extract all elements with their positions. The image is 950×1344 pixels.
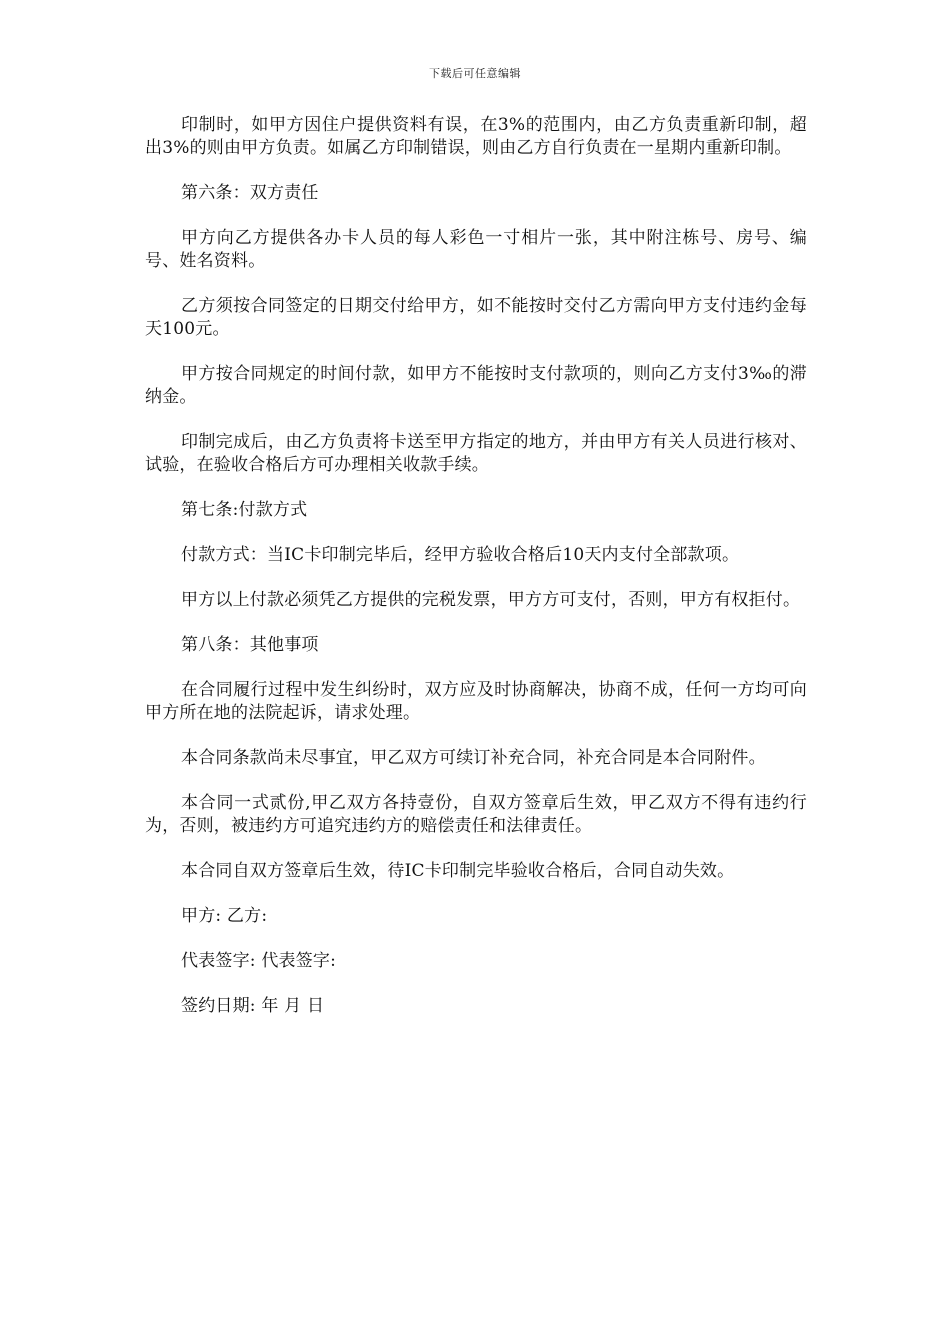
signature-parties: 甲方: 乙方: [181, 906, 268, 926]
paragraph-payment-method: 付款方式：当IC卡印制完毕后，经甲方验收合格后10天内支付全部款项。 [181, 545, 740, 565]
paragraph-photo-provision: 甲方向乙方提供各办卡人员的每人彩色一寸相片一张，其中附注栋号、房号、编号、姓名资料。 [145, 228, 807, 271]
paragraph-reprint-terms: 印制时，如甲方因住户提供资料有误，在3%的范围内，由乙方负责重新印制，超出3%的则由甲方负责。如属乙方印制错误，则由乙方自行负责在一星期内重新印制。 [145, 115, 807, 158]
paragraph-late-payment-fee: 甲方按合同规定的时间付款，如甲方不能按时支付款项的，则向乙方支付3‰的滞纳金。 [145, 364, 807, 407]
paragraph-supplementary-contract: 本合同条款尚未尽事宜，甲乙双方可续订补充合同，补充合同是本合同附件。 [181, 748, 766, 768]
page-header: 下载后可任意编辑 [429, 67, 521, 80]
paragraph-delivery-penalty: 乙方须按合同签定的日期交付给甲方，如不能按时交付乙方需向甲方支付违约金每天100元。 [145, 296, 807, 339]
paragraph-dispute-resolution: 在合同履行过程中发生纠纷时，双方应及时协商解决，协商不成，任何一方均可向甲方所在地的法院起诉，请求处理。 [145, 680, 807, 723]
paragraph-copies-effect: 本合同一式贰份,甲乙双方各持壹份，自双方签章后生效，甲乙双方不得有违约行为，否则，被违约方可追究违约方的赔偿责任和法律责任。 [145, 793, 807, 836]
section-heading-article-6: 第六条：双方责任 [181, 183, 319, 203]
section-heading-article-7: 第七条:付款方式 [181, 500, 308, 520]
paragraph-expiry: 本合同自双方签章后生效，待IC卡印制完毕验收合格后，合同自动失效。 [181, 861, 735, 881]
signature-representatives: 代表签字: 代表签字: [181, 951, 337, 971]
paragraph-tax-invoice: 甲方以上付款必须凭乙方提供的完税发票，甲方方可支付，否则，甲方有权拒付。 [181, 590, 801, 610]
signature-date: 签约日期: 年 月 日 [181, 996, 325, 1016]
paragraph-delivery-acceptance: 印制完成后，由乙方负责将卡送至甲方指定的地方，并由甲方有关人员进行核对、试验，在验收合格后方可办理相关收款手续。 [145, 432, 807, 475]
section-heading-article-8: 第八条：其他事项 [181, 635, 319, 655]
document-body [145, 114, 807, 1018]
